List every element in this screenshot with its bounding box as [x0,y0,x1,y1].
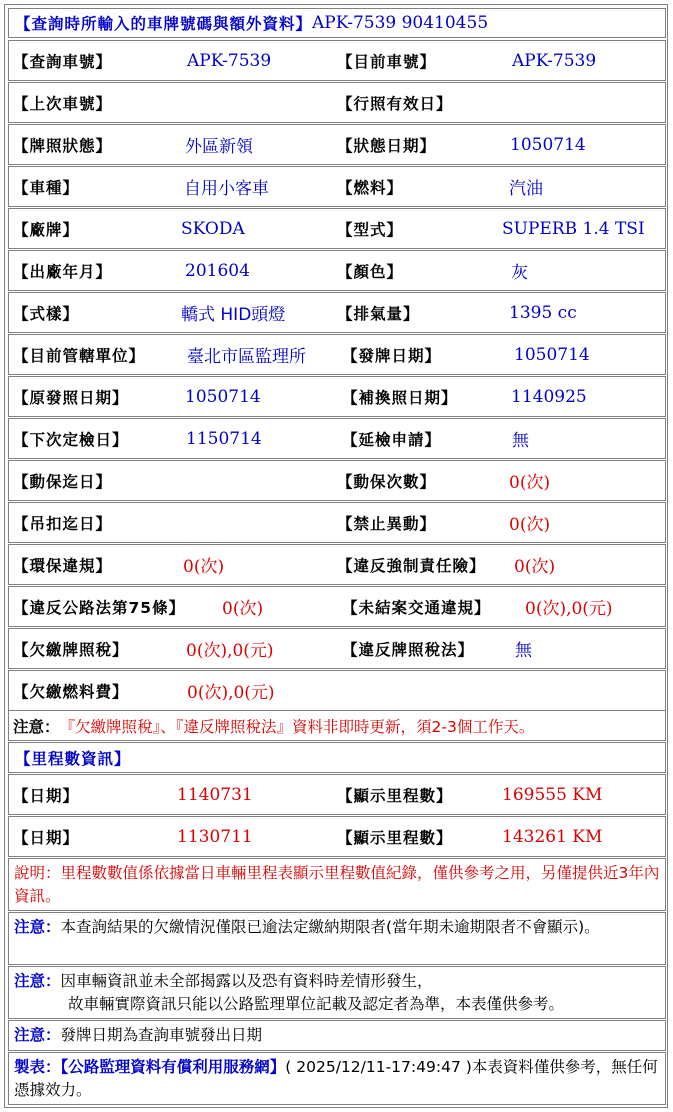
info-row [8,376,666,417]
field-label: 【違反強制責任險】 [337,556,486,575]
info-row [8,292,666,333]
footer-disclaimer: 本表資料僅供參考，無任何憑據效力。 [14,1058,658,1099]
field-value: APK-7539 [187,50,272,71]
field-value: 0(次),0(元) [187,683,275,703]
info-row [8,208,666,249]
field-value: 1050714 [514,344,590,365]
mileage-km-value: 143261 KM [502,826,603,847]
field-value: 201604 [185,260,250,281]
report-table [4,4,668,1108]
info-row [8,250,666,291]
field-value: SKODA [181,218,245,239]
info-row [8,418,666,459]
mileage-date-value: 1140731 [177,784,253,805]
field-label: 【狀態日期】 [337,136,437,155]
note-text: 發牌日期為查詢車號發出日期 [60,1026,263,1044]
field-label: 【動保迄日】 [13,472,113,491]
footer-source: 【公路監理資料有償利用服務網】 [60,1058,286,1076]
mileage-km-value: 169555 KM [502,784,603,805]
field-value: SUPERB 1.4 TSI [502,218,645,239]
field-label: 【出廠年月】 [13,262,113,281]
field-value: 灰 [511,263,528,283]
tax-note-row [8,710,666,741]
mileage-explain-text: 說明：里程數數值係依據當日車輛里程表顯示里程數值紀錄，僅供參考之用，另僅提供近3年內資訊。 [14,864,660,905]
field-label: 【原發照日期】 [13,388,129,407]
note-row [8,1020,666,1051]
field-label: 【環保違規】 [13,556,113,575]
field-value: 1150714 [186,428,262,449]
field-label: 【違反公路法第75條】 [13,598,186,617]
mileage-date-value: 1130711 [177,826,253,847]
footer-prefix: 製表： [14,1058,61,1076]
field-label: 【欠繳燃料費】 [13,682,129,701]
info-row [8,124,666,165]
note-prefix: 注意： [14,1026,61,1044]
field-label: 【車種】 [13,178,80,197]
note-prefix: 注意： [14,972,61,990]
field-label: 【燃料】 [337,178,404,197]
field-label: 【排氣量】 [337,304,420,323]
field-value: 1050714 [510,134,586,155]
field-value: 1395 cc [509,302,577,323]
field-value: 0(次) [183,557,225,577]
field-value: 汽油 [509,179,543,199]
field-value: 外區新領 [185,137,253,157]
info-row [8,166,666,207]
field-label: 【下次定檢日】 [13,430,129,449]
note-row [8,966,666,1019]
field-label: 【目前車號】 [337,52,437,71]
footer-row [8,1052,666,1105]
field-label: 【目前管轄單位】 [13,346,146,365]
info-row [8,502,666,543]
mileage-record-row [8,816,666,857]
field-value: 無 [515,641,532,661]
field-label: 【式樣】 [13,304,80,323]
field-label: 【廠牌】 [13,220,80,239]
info-row [8,40,666,81]
field-label: 【查詢車號】 [13,52,113,71]
header-query: APK-7539 90410455 [312,13,489,33]
footer-timestamp: ( 2025/12/11-17:49:47 ) [285,1058,472,1076]
field-label: 【動保次數】 [337,472,437,491]
mileage-date-label: 【日期】 [13,828,80,847]
field-value: APK-7539 [512,50,597,71]
info-row [8,82,666,123]
info-row [8,670,666,711]
info-row [8,460,666,501]
mileage-date-label: 【日期】 [13,786,80,805]
field-value: 轎式 HID頭燈 [181,305,286,325]
mileage-title: 【里程數資訊】 [15,749,131,768]
note-prefix: 注意： [14,918,61,936]
field-value: 無 [512,431,529,451]
field-value: 0(次) [509,473,551,493]
mileage-explain-row [8,858,666,911]
tax-note-prefix: 注意： [13,717,60,736]
field-value: 0(次) [514,557,556,577]
field-value: 0(次) [222,599,264,619]
info-row [8,628,666,669]
note-row [8,912,666,965]
field-value: 0(次),0(元) [525,599,613,619]
mileage-km-label: 【顯示里程數】 [337,828,453,847]
field-label: 【欠繳牌照稅】 [13,640,129,659]
field-label: 【禁止異動】 [337,514,437,533]
field-label: 【上次車號】 [13,94,113,113]
field-value: 0(次),0(元) [186,641,274,661]
field-label: 【牌照狀態】 [13,136,113,155]
field-value: 1050714 [185,386,261,407]
field-value: 1140925 [511,386,587,407]
info-row [8,544,666,585]
note-text: 因車輛資訊並未全部揭露以及恐有資料時差情形發生， [60,972,433,990]
field-label: 【延檢申請】 [342,430,442,449]
mileage-record-row [8,774,666,815]
field-label: 【違反牌照稅法】 [342,640,475,659]
field-label: 【行照有效日】 [337,94,453,113]
info-row [8,586,666,627]
note-text: 故車輛實際資訊只能以公路監理單位記載及認定者為準，本表僅供參考。 [68,995,565,1013]
mileage-km-label: 【顯示里程數】 [337,786,453,805]
header-row [8,8,666,38]
header-title: 【查詢時所輸入的車牌號碼與額外資料】 [15,15,313,33]
field-label: 【吊扣迄日】 [13,514,113,533]
field-value: 臺北市區監理所 [187,347,306,367]
field-label: 【發牌日期】 [342,346,442,365]
field-label: 【補換照日期】 [342,388,458,407]
field-value: 自用小客車 [184,179,269,199]
info-row [8,334,666,375]
field-label: 【顏色】 [337,262,404,281]
field-label: 【未結案交通違規】 [342,598,491,617]
mileage-title-row [8,742,666,773]
field-label: 【型式】 [337,220,404,239]
header-title-cell [15,9,488,37]
tax-note-text: 『欠繳牌照稅』、『違反牌照稅法』資料非即時更新，須2-3個工作天。 [59,717,535,736]
note-text: 本查詢結果的欠繳情況僅限已逾法定繳納期限者(當年期未逾期限者不會顯示)。 [60,918,600,936]
field-value: 0(次) [509,515,551,535]
